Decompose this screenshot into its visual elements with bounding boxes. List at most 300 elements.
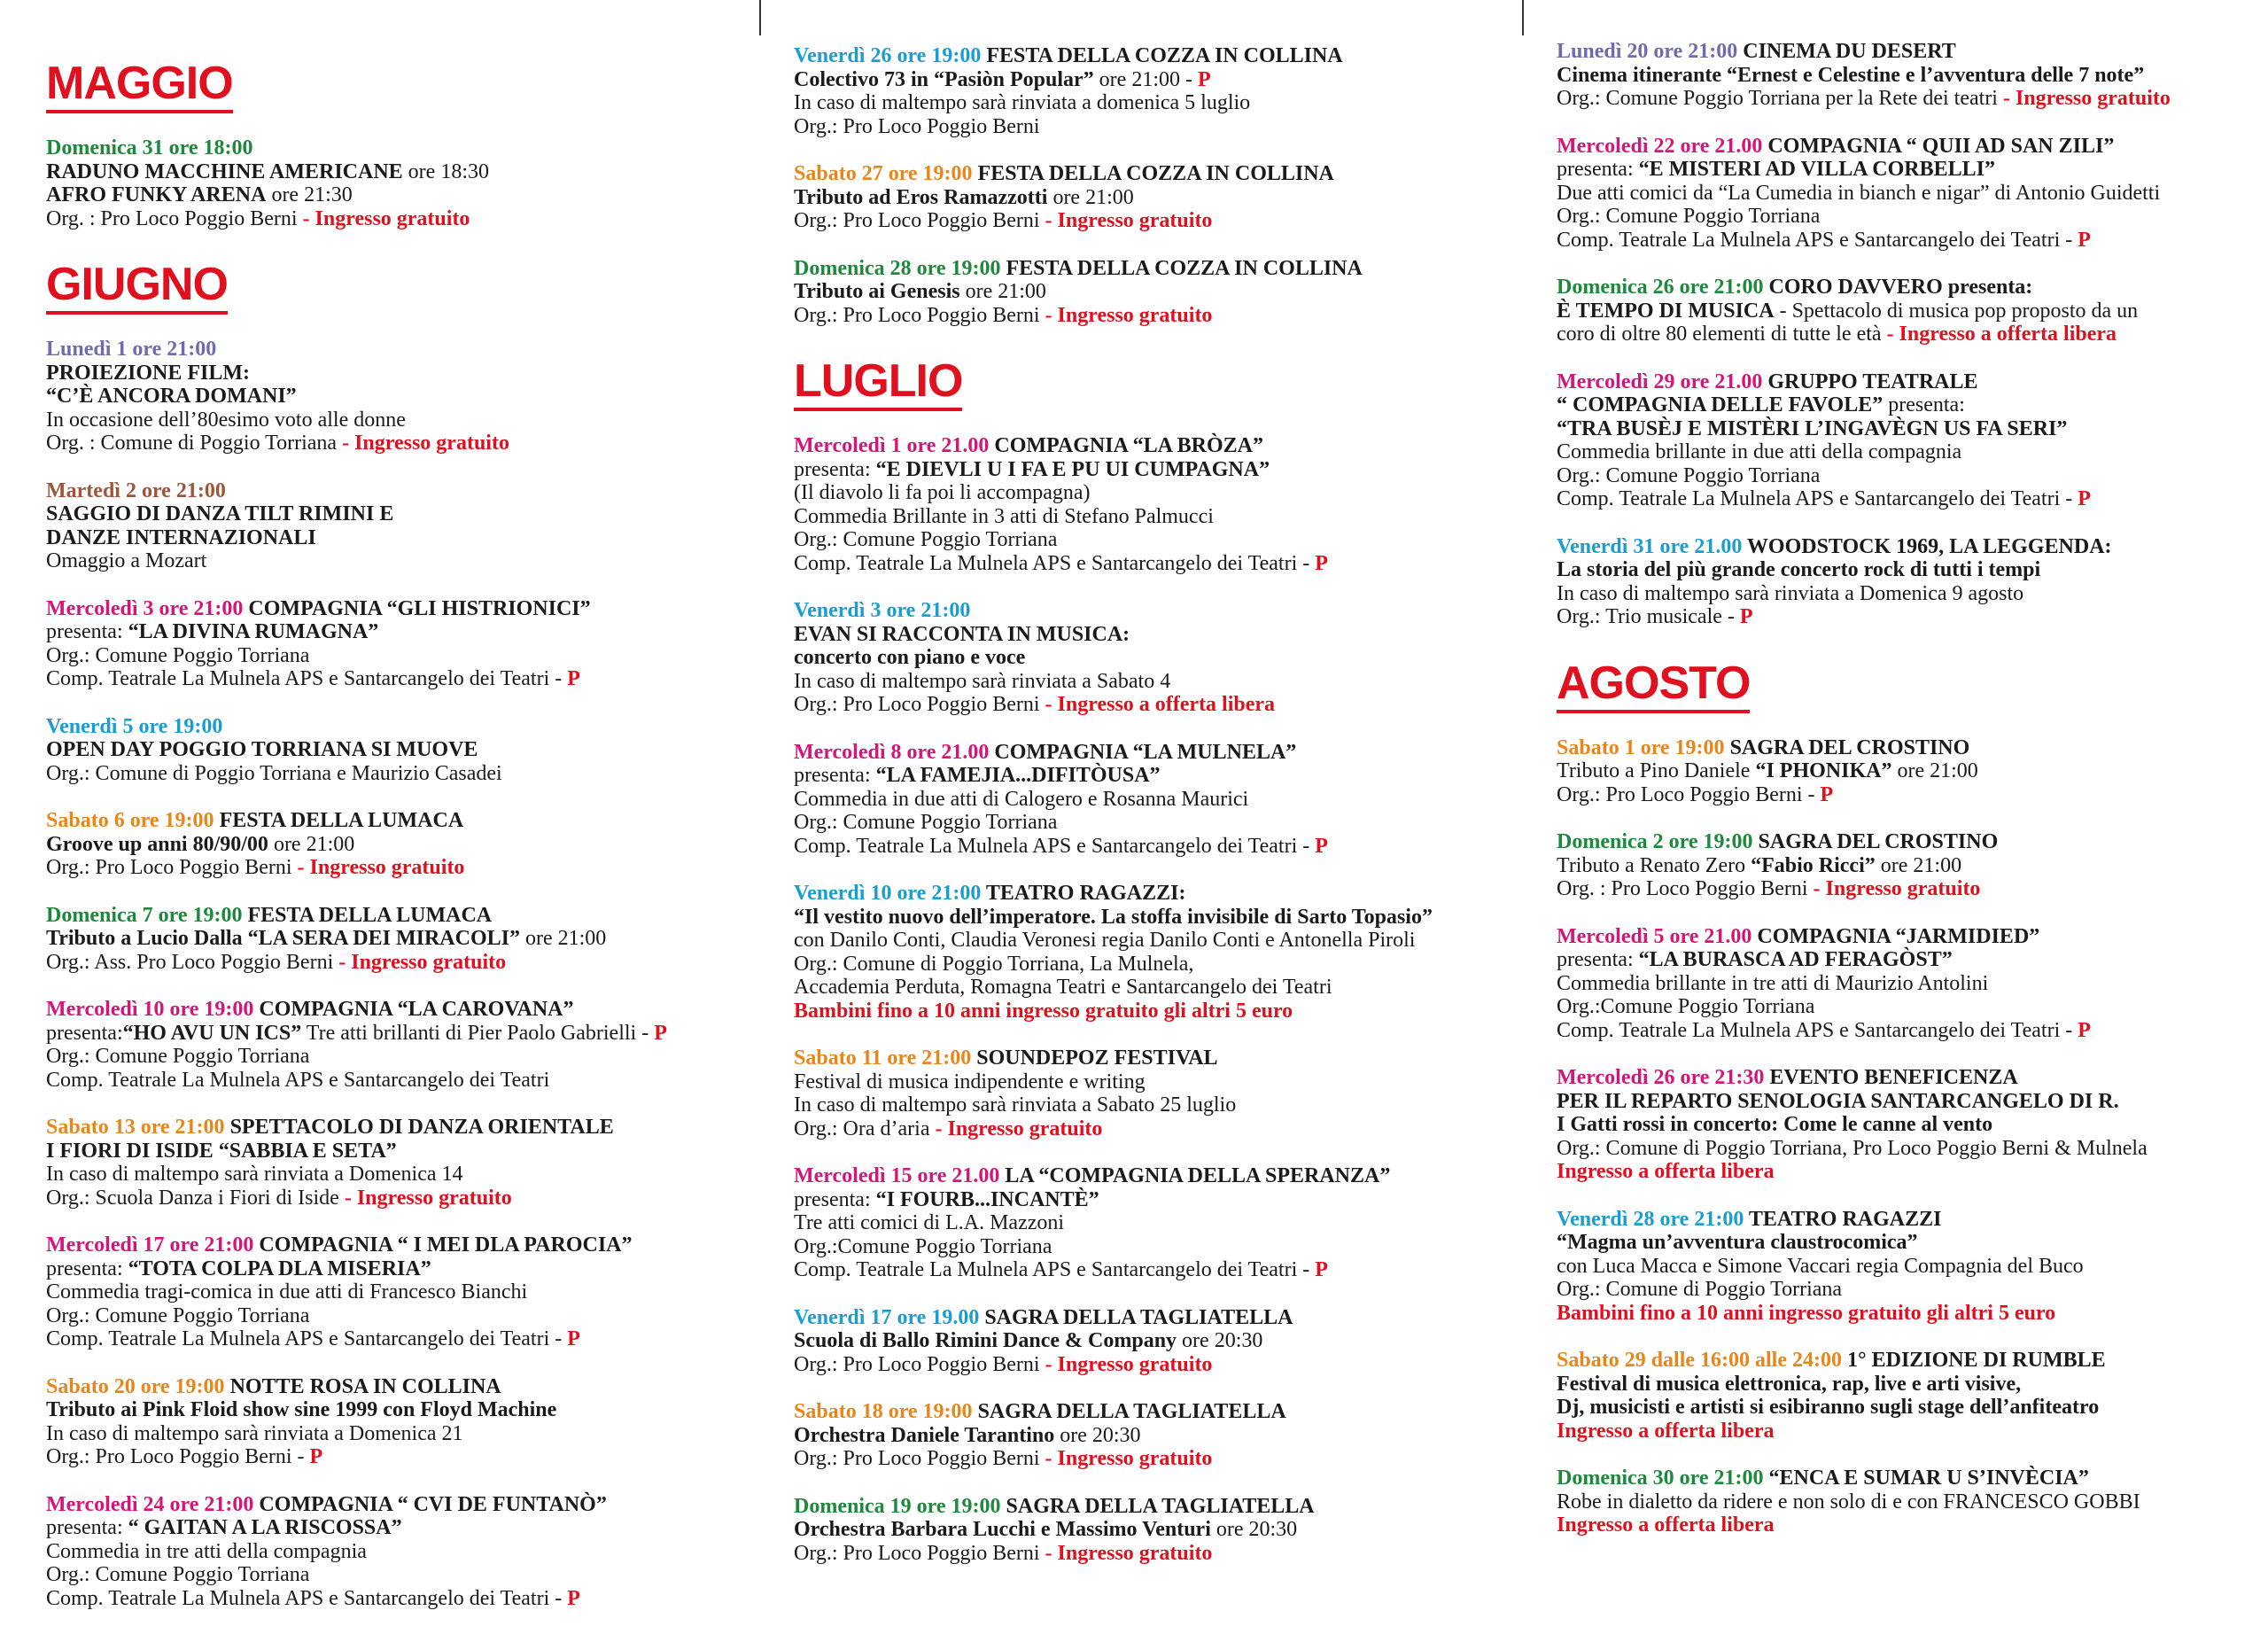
- event-header-line: [46, 1375, 746, 1399]
- event-text: Org.: Pro Loco Poggio Berni: [46, 856, 298, 879]
- event-detail-line: [794, 835, 1520, 859]
- event-detail-line: [1557, 558, 2256, 582]
- event-date: Sabato 29 dalle 16:00 alle 24:00: [1557, 1349, 1842, 1372]
- event-date: Domenica 7 ore 19:00: [46, 903, 243, 927]
- event-detail-line: [794, 811, 1520, 835]
- event-date: Mercoledì 8 ore 21.00: [794, 740, 990, 764]
- event-title: GRUPPO TEATRALE: [1762, 370, 1978, 393]
- event-text: Org.: Comune Poggio Torriana: [794, 811, 1058, 834]
- event-detail-line: [794, 280, 1520, 304]
- event-title: Tributo a Lucio Dalla “LA SERA DEI MIRACOLI”: [46, 927, 520, 950]
- event-detail-line: [794, 1329, 1520, 1353]
- month-heading-luglio: LUGLIO: [794, 358, 962, 411]
- entry-note: - Ingresso gratuito: [302, 206, 470, 230]
- event-title: COMPAGNIA “LA MULNELA”: [989, 740, 1297, 764]
- event-title: COMPAGNIA “LA CAROVANA”: [253, 998, 574, 1021]
- event-entry: [794, 434, 1520, 575]
- event-detail-line: [1557, 1490, 2256, 1514]
- event-title: FESTA DELLA COZZA IN COLLINA: [981, 44, 1343, 67]
- entry-note: P: [2078, 1018, 2091, 1042]
- event-header-line: [1557, 1349, 2256, 1373]
- event-detail-line: [1557, 972, 2256, 996]
- event-title: SAGRA DEL CROSTINO: [1752, 830, 1999, 853]
- event-detail-line: [46, 762, 746, 786]
- event-text: Org.: Ora d’aria: [794, 1117, 936, 1140]
- event-header-line: [794, 434, 1520, 458]
- event-detail-line: [46, 362, 746, 385]
- event-text: Tributo a Pino Daniele: [1557, 759, 1756, 782]
- event-header-line: [46, 715, 746, 739]
- entry-note: - Ingresso gratuito: [1045, 1541, 1213, 1565]
- entry-note: P: [1315, 1258, 1328, 1281]
- event-header-line: [1557, 370, 2256, 394]
- event-detail-line: [1557, 158, 2256, 182]
- entry-note: P: [1315, 551, 1328, 575]
- event-text: Comp. Teatrale La Mulnela APS e Santarcangelo dei Teatri -: [794, 834, 1316, 858]
- event-entry: [1557, 736, 2256, 807]
- event-text: - Spettacolo di musica pop proposto da un: [1774, 299, 2139, 323]
- event-text: presenta:: [794, 764, 876, 787]
- event-detail-line: [794, 68, 1520, 92]
- event-date: Sabato 27 ore 19:00: [794, 162, 973, 185]
- event-title: COMPAGNIA “ CVI DE FUNTANÒ”: [253, 1492, 607, 1516]
- event-date: Sabato 11 ore 21:00: [794, 1047, 972, 1070]
- event-detail-line: [46, 927, 746, 951]
- event-detail-line: [794, 115, 1520, 139]
- event-detail-line: [1557, 487, 2256, 511]
- event-text: ore 20:30: [1210, 1518, 1298, 1541]
- event-detail-line: [794, 976, 1520, 1000]
- event-detail-line: [46, 951, 746, 975]
- event-entry: [794, 1495, 1520, 1566]
- entry-note: P: [1197, 67, 1211, 91]
- event-title: Tributo ai Pink Floid show sine 1999 con Floyd Machine: [46, 1398, 557, 1421]
- event-title: “LA FAMEJIA...DIFITÒUSA”: [875, 764, 1161, 787]
- event-text: In caso di maltempo sarà rinviata a Sabato 25 luglio: [794, 1093, 1237, 1117]
- event-detail-line: [46, 1022, 746, 1046]
- event-date: Venerdì 17 ore 19.00: [794, 1305, 980, 1329]
- event-entry: [794, 44, 1520, 138]
- event-header-line: [794, 1164, 1520, 1188]
- event-title: “E MISTERI AD VILLA CORBELLI”: [1638, 158, 1995, 181]
- event-detail-line: [794, 304, 1520, 328]
- event-detail-line: [46, 1327, 746, 1351]
- event-detail-line: [794, 1235, 1520, 1259]
- event-detail-line: [794, 1424, 1520, 1448]
- event-title: I Gatti rossi in concerto: Come le canne al vento: [1557, 1113, 1993, 1136]
- event-entry: [1557, 135, 2256, 253]
- event-entry: [794, 1306, 1520, 1377]
- event-entry: [794, 257, 1520, 328]
- event-detail-line: [794, 1353, 1520, 1377]
- event-detail-line: [1557, 995, 2256, 1019]
- event-entry: [46, 904, 746, 975]
- event-date: Martedì 2 ore 21:00: [46, 479, 226, 502]
- event-detail-line: [794, 458, 1520, 482]
- event-title: SPETTACOLO DI DANZA ORIENTALE: [224, 1116, 614, 1139]
- event-text: Tre atti comici di L.A. Mazzoni: [794, 1211, 1065, 1234]
- event-date: Venerdì 31 ore 21.00: [1557, 534, 1743, 558]
- event-text: presenta:: [1557, 158, 1639, 181]
- event-title: FESTA DELLA LUMACA: [242, 903, 493, 927]
- event-title: Colectivo 73 in “Pasiòn Popular”: [794, 67, 1094, 91]
- event-header-line: [46, 597, 746, 621]
- event-text: presenta:: [46, 1516, 128, 1539]
- event-text: Comp. Teatrale La Mulnela APS e Santarcangelo dei Teatri -: [1557, 228, 2078, 252]
- event-detail-line: [1557, 417, 2256, 441]
- event-entry: [46, 1493, 746, 1611]
- entry-note: Ingresso a offerta libera: [1557, 1513, 1775, 1537]
- event-header-line: [46, 998, 746, 1022]
- event-text: presenta:: [794, 457, 876, 481]
- entry-note: P: [654, 1021, 667, 1045]
- event-title: NOTTE ROSA IN COLLINA: [224, 1374, 501, 1398]
- event-entry: [46, 998, 746, 1092]
- event-text: Org.: Pro Loco Poggio Berni: [794, 693, 1045, 716]
- event-detail-line: [794, 481, 1520, 505]
- event-header-line: [1557, 830, 2256, 854]
- event-detail-line: [794, 91, 1520, 115]
- event-title: “C’È ANCORA DOMANI”: [46, 385, 297, 408]
- column-right: [1557, 40, 2256, 1561]
- event-header-line: [794, 1495, 1520, 1519]
- event-title: Tributo ai Genesis: [794, 280, 960, 303]
- event-text: Comp. Teatrale La Mulnela APS e Santarcangelo dei Teatri -: [1557, 487, 2078, 510]
- event-header-line: [794, 1047, 1520, 1070]
- event-title: FESTA DELLA LUMACA: [214, 809, 464, 832]
- event-date: Domenica 2 ore 19:00: [1557, 830, 1753, 853]
- event-entry: [794, 1047, 1520, 1140]
- event-detail-line: [1557, 64, 2256, 88]
- event-detail-line: [1557, 229, 2256, 253]
- event-title: TEATRO RAGAZZI: [1744, 1207, 1942, 1231]
- event-date: Mercoledì 1 ore 21.00: [794, 434, 990, 457]
- event-detail-line: [1557, 1160, 2256, 1184]
- event-entry: [46, 1233, 746, 1351]
- entry-note: - Ingresso gratuito: [935, 1117, 1103, 1140]
- entry-note: - Ingresso gratuito: [1045, 1447, 1213, 1470]
- event-detail-line: [1557, 1019, 2256, 1043]
- event-detail-line: [46, 1280, 746, 1304]
- event-text: Org.: Comune Poggio Torriana: [46, 1303, 310, 1327]
- event-detail-line: [46, 549, 746, 573]
- event-detail-line: [1557, 87, 2256, 111]
- event-header-line: [1557, 1066, 2256, 1090]
- event-text: Commedia Brillante in 3 atti di Stefano Palmucci: [794, 504, 1214, 528]
- event-detail-line: [794, 1070, 1520, 1094]
- event-detail-line: [1557, 464, 2256, 488]
- event-text: Org.: Ass. Pro Loco Poggio Berni: [46, 950, 339, 974]
- event-title: La storia del più grande concerto rock di tutti i tempi: [1557, 558, 2041, 581]
- event-detail-line: [46, 183, 746, 207]
- event-detail-line: [1557, 1090, 2256, 1114]
- event-title: CINEMA DU DESERT: [1737, 40, 1956, 63]
- event-date: Mercoledì 29 ore 21.00: [1557, 370, 1763, 393]
- event-title: EVAN SI RACCONTA IN MUSICA:: [794, 622, 1130, 646]
- event-title: I FIORI DI ISIDE “SABBIA E SETA”: [46, 1139, 397, 1163]
- event-entry: [794, 882, 1520, 1023]
- event-text: Org. : Pro Loco Poggio Berni: [46, 206, 303, 230]
- event-title: SAGRA DEL CROSTINO: [1724, 735, 1970, 759]
- event-detail-line: [1557, 783, 2256, 807]
- event-date: Mercoledì 17 ore 21:00: [46, 1233, 254, 1257]
- event-text: Robe in dialetto da ridere e non solo di e con FRANCESCO GOBBI: [1557, 1490, 2140, 1513]
- event-detail-line: [794, 906, 1520, 930]
- event-text: Commedia tragi-comica in due atti di Francesco Bianchi: [46, 1280, 528, 1303]
- event-title: Cinema itinerante “Ernest e Celestine e l’avventura delle 7 note”: [1557, 63, 2145, 87]
- entry-note: P: [1315, 834, 1328, 858]
- event-title: 1° EDIZIONE DI RUMBLE: [1842, 1349, 2106, 1372]
- event-text: presenta:: [1883, 393, 1965, 416]
- event-detail-line: [1557, 877, 2256, 901]
- event-text: Org.: Comune Poggio Torriana: [46, 643, 310, 667]
- event-entry: [794, 741, 1520, 859]
- event-text: Commedia brillante in due atti della compagnia: [1557, 440, 1962, 463]
- event-detail-line: [794, 505, 1520, 529]
- event-title: “Fabio Ricci”: [1751, 853, 1876, 877]
- event-text: presenta:: [794, 1187, 876, 1211]
- event-detail-line: [794, 953, 1520, 977]
- event-title: “ENCA E SUMAR U S’INVÈCIA”: [1763, 1467, 2089, 1490]
- event-entry: [794, 1164, 1520, 1282]
- event-title: COMPAGNIA “ I MEI DLA PAROCIA”: [253, 1233, 633, 1257]
- event-entry: [1557, 1208, 2256, 1326]
- event-entry: [794, 599, 1520, 717]
- event-date: Mercoledì 26 ore 21:30: [1557, 1066, 1765, 1089]
- event-detail-line: [46, 1257, 746, 1281]
- event-title: RADUNO MACCHINE AMERICANE: [46, 160, 403, 183]
- event-detail-line: [794, 1093, 1520, 1117]
- event-detail-line: [46, 1163, 746, 1187]
- event-title: Festival di musica elettronica, rap, live e arti visive,: [1557, 1372, 2022, 1396]
- event-entry: [1557, 1349, 2256, 1443]
- event-text: Org.: Comune di Poggio Torriana, La Mulnela,: [794, 952, 1194, 976]
- event-text: Org.: Comune di Poggio Torriana, Pro Loco Poggio Berni & Mulnela: [1557, 1136, 2148, 1160]
- event-text: Comp. Teatrale La Mulnela APS e Santarcangelo dei Teatri -: [46, 1586, 568, 1610]
- event-date: Domenica 28 ore 19:00: [794, 256, 1001, 280]
- event-text: presenta:: [46, 1021, 123, 1045]
- event-detail-line: [46, 667, 746, 691]
- event-title: EVENTO BENEFICENZA: [1764, 1066, 2018, 1089]
- event-header-line: [794, 599, 1520, 623]
- event-detail-line: [46, 738, 746, 762]
- event-title: Tributo ad Eros Ramazzotti: [794, 185, 1048, 209]
- event-text: In caso di maltempo sarà rinviata a Domenica 21: [46, 1421, 463, 1445]
- event-title: “TRA BUSÈJ E MISTÈRI L’INGAVÈGN US FA SERI”: [1557, 416, 2068, 440]
- event-title: “I FOURB...INCANTÈ”: [875, 1187, 1099, 1211]
- event-detail-line: [46, 502, 746, 526]
- event-title: “TOTA COLPA DLA MISERIA”: [128, 1257, 431, 1280]
- entry-note: - Ingresso gratuito: [338, 950, 507, 974]
- event-detail-line: [46, 644, 746, 668]
- event-detail-line: [794, 670, 1520, 694]
- event-date: Venerdì 26 ore 19:00: [794, 44, 982, 67]
- event-text: Org.: Scuola Danza i Fiori di Iside: [46, 1186, 345, 1210]
- event-detail-line: [1557, 948, 2256, 972]
- event-text: Comp. Teatrale La Mulnela APS e Santarcangelo dei Teatri -: [794, 1258, 1316, 1281]
- entry-note: - Ingresso gratuito: [1813, 877, 1981, 900]
- event-detail-line: [1557, 1137, 2256, 1161]
- event-text: Omaggio a Mozart: [46, 549, 207, 572]
- event-text: ore 18:30: [402, 160, 489, 183]
- event-entry: [1557, 830, 2256, 901]
- event-header-line: [794, 1306, 1520, 1330]
- event-entry: [1557, 40, 2256, 111]
- event-date: Mercoledì 15 ore 21.00: [794, 1164, 1000, 1187]
- event-detail-line: [46, 1540, 746, 1564]
- event-detail-line: [794, 1000, 1520, 1023]
- event-text: In occasione dell’80esimo voto alle donne: [46, 408, 406, 432]
- event-detail-line: [46, 1516, 746, 1540]
- event-text: coro di oltre 80 elementi di tutte le età: [1557, 323, 1887, 346]
- event-text: Org. : Pro Loco Poggio Berni: [1557, 877, 1814, 900]
- event-date: Mercoledì 3 ore 21:00: [46, 596, 244, 620]
- event-title: È TEMPO DI MUSICA: [1557, 299, 1775, 323]
- event-text: Org.: Pro Loco Poggio Berni: [794, 1352, 1045, 1376]
- event-detail-line: [794, 528, 1520, 552]
- event-title: Orchestra Barbara Lucchi e Massimo Venturi: [794, 1518, 1211, 1541]
- event-date: Mercoledì 5 ore 21.00: [1557, 924, 1752, 948]
- event-text: Org.: Comune Poggio Torriana: [1557, 205, 1821, 228]
- event-text: Org.:Comune Poggio Torriana: [794, 1234, 1052, 1258]
- event-text: Org. : Comune di Poggio Torriana: [46, 432, 343, 455]
- event-detail-line: [794, 788, 1520, 812]
- event-title: concerto con piano e voce: [794, 646, 1026, 669]
- event-title: Groove up anni 80/90/00: [46, 832, 268, 856]
- event-text: Org.: Pro Loco Poggio Berni: [794, 209, 1045, 232]
- event-detail-line: [1557, 1513, 2256, 1537]
- entry-note: P: [567, 667, 580, 690]
- event-text: Org.: Pro Loco Poggio Berni -: [46, 1445, 310, 1468]
- event-header-line: [46, 1116, 746, 1140]
- event-title: PROIEZIONE FILM:: [46, 361, 251, 385]
- event-text: Comp. Teatrale La Mulnela APS e Santarcangelo dei Teatri -: [794, 551, 1316, 575]
- event-text: Org.: Comune Poggio Torriana: [794, 528, 1058, 551]
- event-date: Lunedì 20 ore 21:00: [1557, 40, 1738, 63]
- event-text: ore 20:30: [1177, 1329, 1263, 1352]
- event-text: ore 21:00: [268, 832, 355, 856]
- entry-note: P: [567, 1327, 580, 1350]
- event-detail-line: [46, 1587, 746, 1611]
- event-entry: [46, 136, 746, 230]
- event-text: con Luca Macca e Simone Vaccari regia Compagnia del Buco: [1557, 1254, 2084, 1278]
- event-header-line: [794, 162, 1520, 186]
- event-header-line: [46, 479, 746, 503]
- event-date: Sabato 20 ore 19:00: [46, 1374, 225, 1398]
- month-heading-maggio: MAGGIO: [46, 60, 233, 113]
- event-detail-line: [1557, 323, 2256, 346]
- event-title: LA “COMPAGNIA DELLA SPERANZA”: [999, 1164, 1391, 1187]
- event-title: SOUNDEPOZ FESTIVAL: [971, 1047, 1218, 1070]
- event-text: Accademia Perduta, Romagna Teatri e Santarcangelo dei Teatri: [794, 976, 1332, 999]
- event-text: Comp. Teatrale La Mulnela APS e Santarcangelo dei Teatri -: [46, 1327, 568, 1350]
- event-title: SAGRA DELLA TAGLIATELLA: [979, 1305, 1293, 1329]
- event-detail-line: [46, 1069, 746, 1093]
- event-date: Venerdì 28 ore 21:00: [1557, 1207, 1744, 1231]
- event-entry: [46, 479, 746, 573]
- event-text: In caso di maltempo sarà rinviata a Domenica 9 agosto: [1557, 581, 2024, 605]
- event-entry: [1557, 370, 2256, 511]
- event-date: Lunedì 1 ore 21:00: [46, 338, 217, 361]
- event-detail-line: [46, 1304, 746, 1328]
- entry-note: - Ingresso gratuito: [344, 1186, 512, 1210]
- event-text: Org.: Pro Loco Poggio Berni: [794, 114, 1040, 138]
- event-header-line: [46, 338, 746, 362]
- event-title: DANZE INTERNAZIONALI: [46, 525, 316, 549]
- entry-note: - Ingresso gratuito: [1045, 209, 1213, 232]
- event-date: Sabato 6 ore 19:00: [46, 809, 214, 832]
- event-title: SAGGIO DI DANZA TILT RIMINI E: [46, 502, 394, 525]
- event-text: Org.: Comune Poggio Torriana: [46, 1563, 310, 1586]
- event-detail-line: [794, 209, 1520, 233]
- event-text: Org.: Comune Poggio Torriana: [1557, 463, 1821, 487]
- event-detail-line: [46, 856, 746, 880]
- event-title: “LA DIVINA RUMAGNA”: [128, 620, 379, 643]
- event-detail-line: [1557, 759, 2256, 783]
- event-text: Tre atti brillanti di Pier Paolo Gabrielli -: [301, 1021, 655, 1045]
- event-detail-line: [1557, 300, 2256, 323]
- event-detail-line: [794, 1447, 1520, 1471]
- event-header-line: [46, 1493, 746, 1517]
- event-detail-line: [1557, 205, 2256, 229]
- event-detail-line: [794, 1211, 1520, 1235]
- event-detail-line: [46, 1563, 746, 1587]
- event-text: Commedia brillante in tre atti di Maurizio Antolini: [1557, 971, 1989, 995]
- entry-note: - Ingresso a offerta libera: [1886, 323, 2117, 346]
- event-text: con Danilo Conti, Claudia Veronesi regia Danilo Conti e Antonella Piroli: [794, 929, 1416, 952]
- event-text: In caso di maltempo sarà rinviata a domenica 5 luglio: [794, 91, 1251, 114]
- event-detail-line: [794, 1258, 1520, 1282]
- event-detail-line: [794, 693, 1520, 717]
- event-detail-line: [46, 207, 746, 231]
- event-header-line: [46, 136, 746, 160]
- event-title: “ COMPAGNIA DELLE FAVOLE”: [1557, 393, 1884, 416]
- entry-note: - Ingresso gratuito: [1045, 303, 1213, 327]
- event-entry: [46, 809, 746, 880]
- event-text: Org.: Pro Loco Poggio Berni: [794, 1447, 1045, 1470]
- fold-line-left: [759, 0, 761, 35]
- event-header-line: [794, 44, 1520, 68]
- entry-note: Bambini fino a 10 anni ingresso gratuito gli altri 5 euro: [794, 999, 1293, 1023]
- entry-note: - Ingresso gratuito: [2002, 87, 2171, 110]
- column-left: [46, 60, 746, 1634]
- event-date: Venerdì 5 ore 19:00: [46, 714, 223, 738]
- event-date: Sabato 13 ore 21:00: [46, 1116, 225, 1139]
- event-detail-line: [1557, 1373, 2256, 1397]
- event-text: ore 21:00: [519, 927, 607, 950]
- event-detail-line: [1557, 1302, 2256, 1326]
- event-text: Org.: Comune Poggio Torriana: [46, 1045, 310, 1068]
- event-detail-line: [1557, 1278, 2256, 1302]
- event-detail-line: [1557, 582, 2256, 606]
- event-text: Comp. Teatrale La Mulnela APS e Santarcangelo dei Teatri -: [1557, 1018, 2078, 1042]
- column-middle: [794, 44, 1520, 1589]
- event-detail-line: [1557, 393, 2256, 417]
- event-text: Org.:Comune Poggio Torriana: [1557, 995, 1815, 1018]
- event-header-line: [1557, 925, 2256, 949]
- fold-line-right: [1522, 0, 1524, 35]
- event-text: Comp. Teatrale La Mulnela APS e Santarcangelo dei Teatri: [46, 1068, 550, 1092]
- event-entry: [1557, 925, 2256, 1043]
- event-title: FESTA DELLA COZZA IN COLLINA: [972, 162, 1334, 185]
- event-text: Org.: Pro Loco Poggio Berni: [794, 1541, 1045, 1565]
- event-text: In caso di maltempo sarà rinviata a Domenica 14: [46, 1163, 463, 1186]
- event-title: COMPAGNIA “ QUII AD SAN ZILI”: [1762, 134, 2115, 158]
- event-entry: [1557, 1467, 2256, 1537]
- event-text: ore 21:00: [1891, 759, 1978, 782]
- event-title: COMPAGNIA “LA BRÒZA”: [989, 434, 1263, 457]
- event-header-line: [46, 904, 746, 928]
